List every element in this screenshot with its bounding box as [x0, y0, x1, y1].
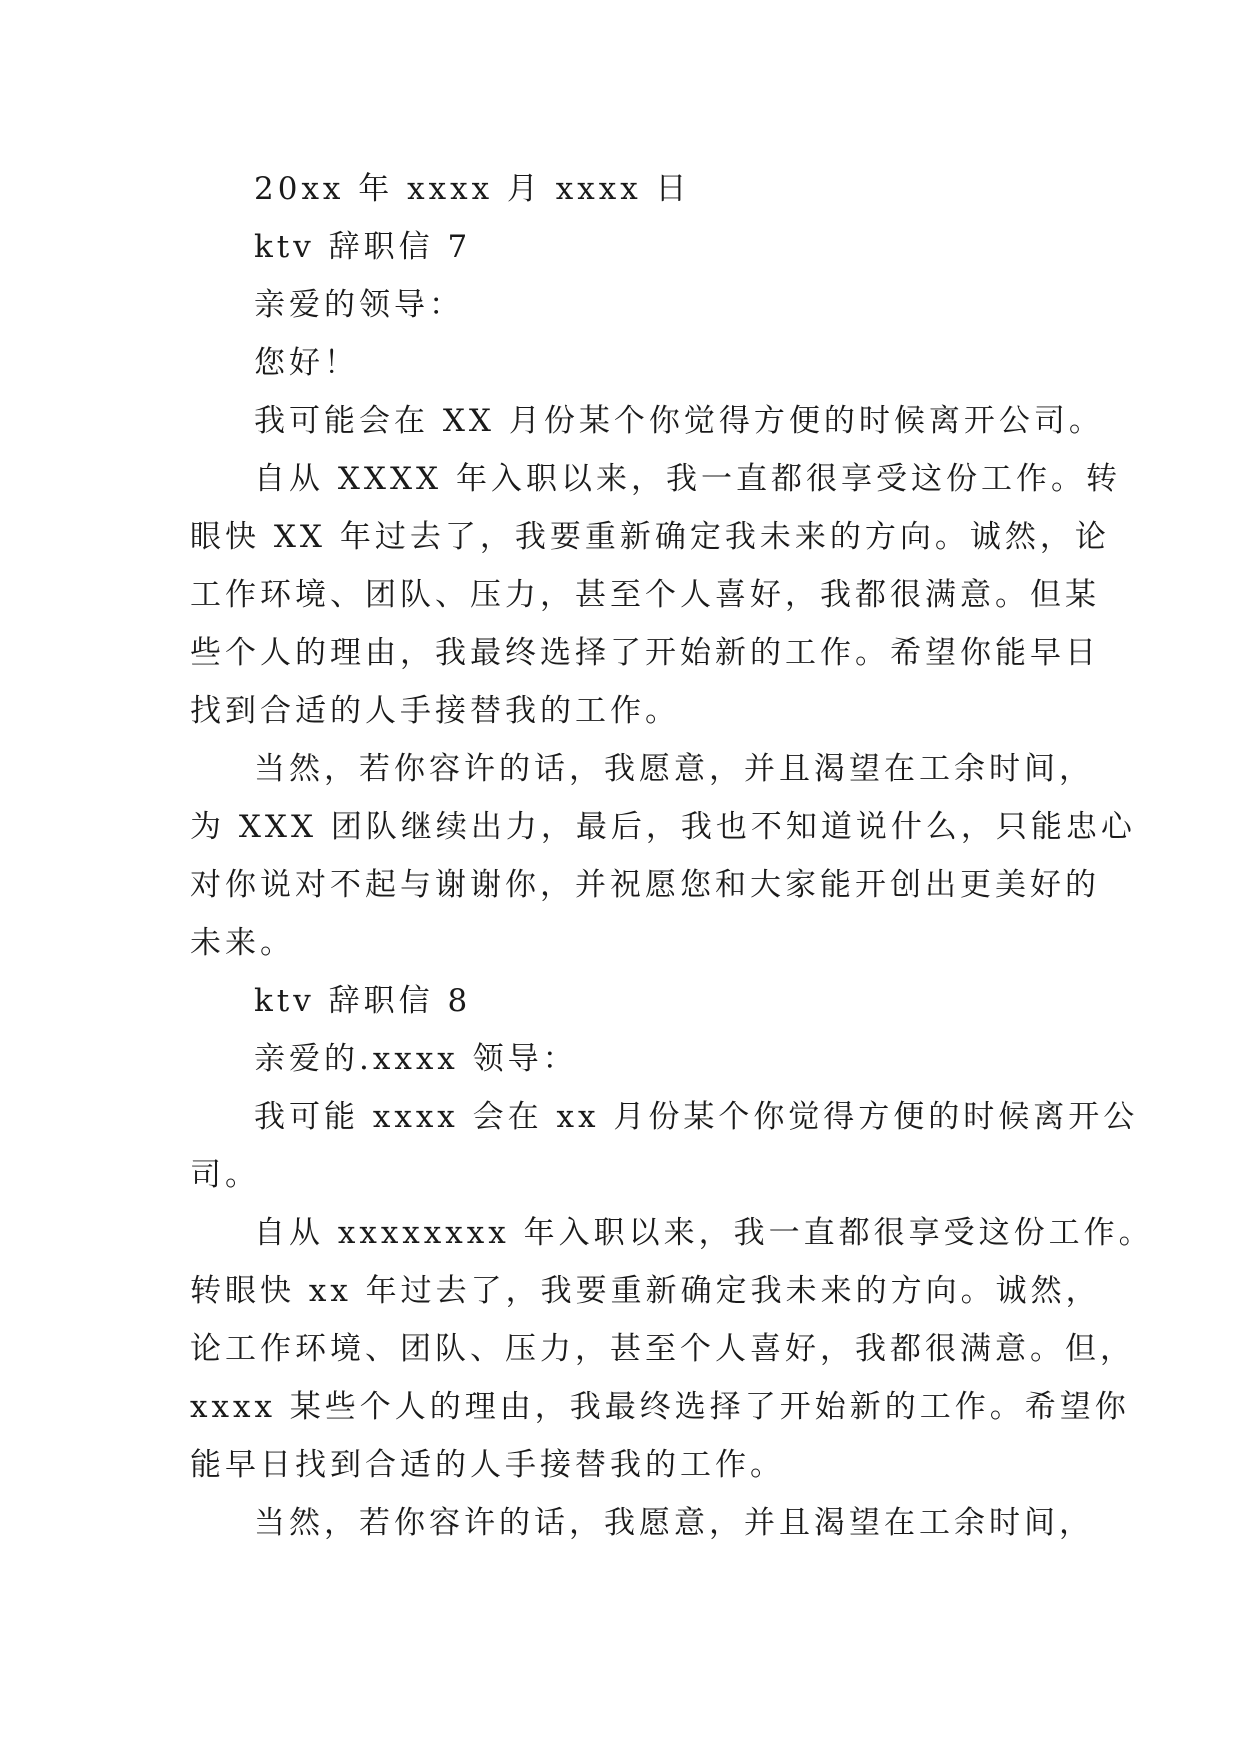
letter7-greeting: 您好！ [254, 345, 359, 381]
letter8-heading: ktv 辞职信 8 [254, 983, 472, 1019]
paragraph-row: 转眼快 xx 年过去了，我要重新确定我未来的方向。诚然， [190, 1273, 1101, 1309]
paragraph-row: 自从 xxxxxxxx 年入职以来，我一直都很享受这份工作。 [254, 1215, 1154, 1251]
paragraph-row: 自从 XXXX 年入职以来，我一直都很享受这份工作。转 [254, 461, 1121, 497]
letter8-paragraph-1 [190, 1088, 1139, 1204]
paragraph-row: 工作环境、团队、压力，甚至个人喜好，我都很满意。但某 [190, 577, 1100, 613]
letter8-salutation: 亲爱的.xxxx 领导： [254, 1041, 578, 1077]
paragraph-row: 论工作环境、团队、压力，甚至个人喜好，我都很满意。但， [190, 1331, 1135, 1367]
paragraph-row: 为 XXX 团队继续出力，最后，我也不知道说什么，只能忠心 [190, 809, 1136, 845]
paragraph-row: xxxx 某些个人的理由，我最终选择了开始新的工作。希望你 [190, 1389, 1130, 1425]
paragraph-row: 当然，若你容许的话，我愿意，并且渴望在工余时间， [254, 751, 1094, 787]
date-line: 20xx 年 xxxx 月 xxxx 日 [254, 171, 691, 207]
paragraph-row: 当然，若你容许的话，我愿意，并且渴望在工余时间， [254, 1505, 1094, 1541]
paragraph-row: 找到合适的人手接替我的工作。 [190, 693, 680, 729]
letter7-paragraph-3 [190, 740, 1136, 972]
paragraph-row: 眼快 XX 年过去了，我要重新确定我未来的方向。诚然，论 [190, 519, 1110, 555]
letter7-salutation: 亲爱的领导： [254, 287, 464, 323]
document-body [190, 160, 1154, 1552]
paragraph-row: 些个人的理由，我最终选择了开始新的工作。希望你能早日 [190, 635, 1100, 671]
letter7-paragraph-1: 我可能会在 XX 月份某个你觉得方便的时候离开公司。 [254, 403, 1104, 439]
letter7-heading: ktv 辞职信 7 [254, 229, 472, 265]
paragraph-row: 我可能 xxxx 会在 xx 月份某个你觉得方便的时候离开公 [254, 1099, 1139, 1135]
letter8-paragraph-3 [190, 1494, 1094, 1552]
paragraph-row: 司。 [190, 1157, 260, 1193]
paragraph-row: 对你说对不起与谢谢你，并祝愿您和大家能开创出更美好的 [190, 867, 1100, 903]
paragraph-row: 未来。 [190, 925, 295, 961]
paragraph-row: 能早日找到合适的人手接替我的工作。 [190, 1447, 785, 1483]
letter7-paragraph-2 [190, 450, 1121, 740]
letter8-paragraph-2 [190, 1204, 1154, 1494]
